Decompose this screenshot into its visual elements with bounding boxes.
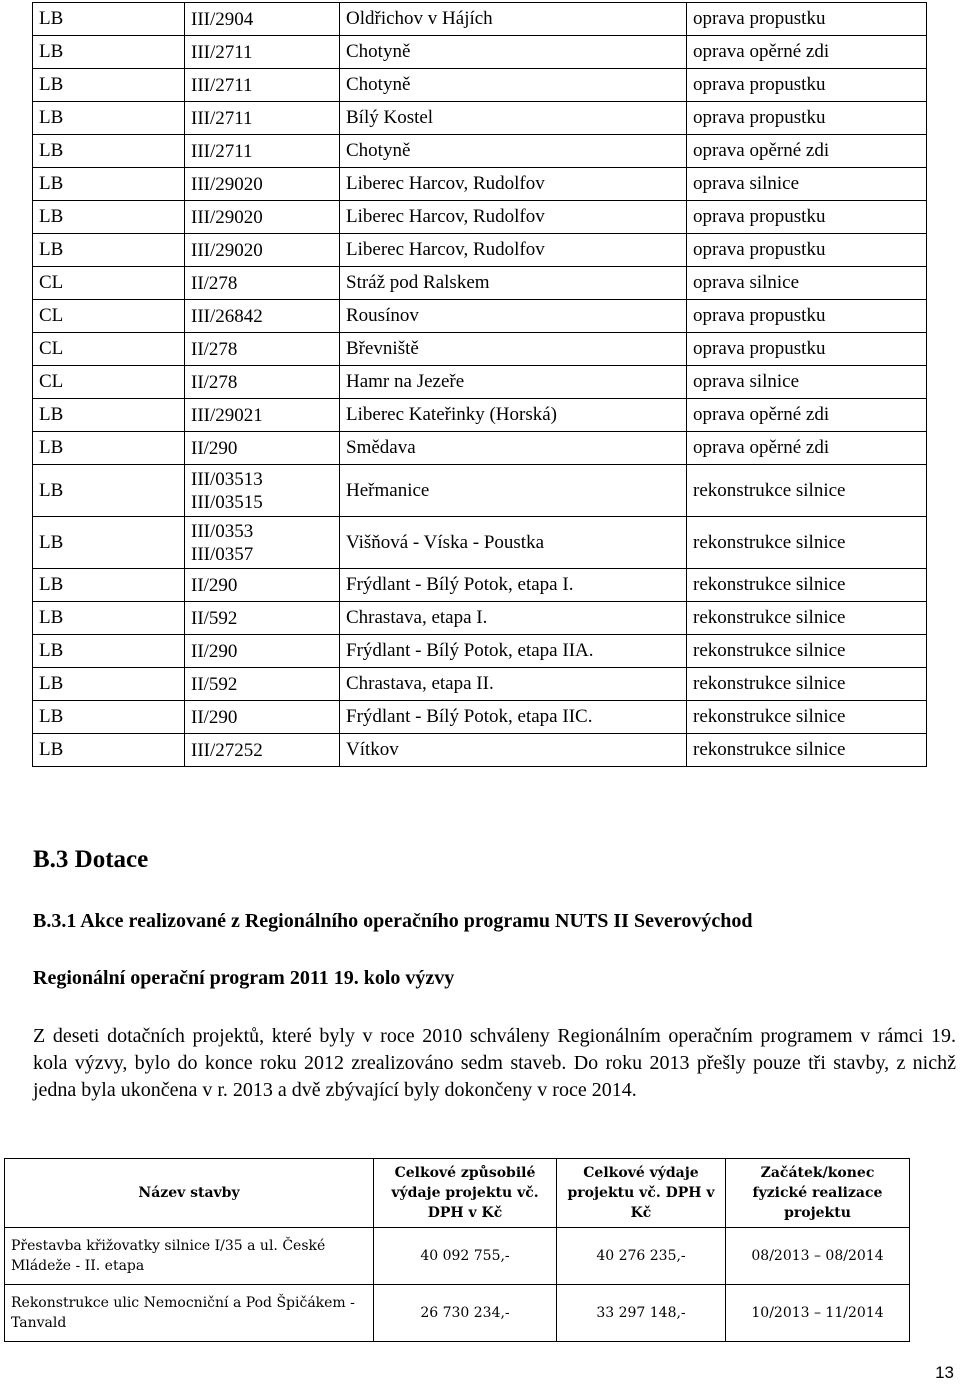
road-row (33, 69, 927, 102)
work-type-cell: oprava opěrné zdi (687, 399, 927, 432)
road-number: III/03515 (191, 491, 263, 513)
road-number: III/03513 (191, 468, 263, 490)
road-row (33, 333, 927, 366)
region-cell: LB (33, 168, 185, 201)
road-number-cell (185, 465, 340, 517)
road-number-cell (185, 734, 340, 767)
region-cell: LB (33, 432, 185, 465)
work-type-cell: oprava opěrné zdi (687, 432, 927, 465)
road-number: II/592 (191, 607, 238, 629)
region-cell: LB (33, 3, 185, 36)
section-heading: B.3 Dotace (33, 846, 149, 873)
road-number-cell (185, 102, 340, 135)
project-name: Rekonstrukce ulic Nemocniční a Pod Špičákem - Tanvald (5, 1285, 374, 1342)
realization-period: 08/2013 – 08/2014 (726, 1228, 910, 1285)
road-number-cell (185, 234, 340, 267)
work-type-cell: oprava propustku (687, 3, 927, 36)
road-number: II/592 (191, 673, 238, 695)
road-row (33, 234, 927, 267)
road-number-cell (185, 300, 340, 333)
place-cell: Frýdlant - Bílý Potok, etapa IIC. (340, 701, 687, 734)
place-cell: Chrastava, etapa I. (340, 602, 687, 635)
region-cell: LB (33, 517, 185, 569)
region-cell: LB (33, 201, 185, 234)
road-number-cell (185, 602, 340, 635)
road-number: III/0357 (191, 543, 254, 565)
place-cell: Heřmanice (340, 465, 687, 517)
road-number-cell (185, 333, 340, 366)
road-row (33, 569, 927, 602)
road-number: III/29020 (191, 206, 263, 228)
road-number: III/0353 (191, 520, 254, 542)
place-cell: Frýdlant - Bílý Potok, etapa IIA. (340, 635, 687, 668)
eligible-costs: 26 730 234,- (374, 1285, 557, 1342)
work-type-cell: rekonstrukce silnice (687, 602, 927, 635)
work-type-cell: oprava propustku (687, 234, 927, 267)
road-number: II/290 (191, 437, 238, 459)
region-cell: LB (33, 69, 185, 102)
road-row (33, 668, 927, 701)
road-row (33, 734, 927, 767)
road-row (33, 366, 927, 399)
road-number-cell (185, 201, 340, 234)
road-row (33, 635, 927, 668)
region-cell: LB (33, 36, 185, 69)
road-row (33, 267, 927, 300)
road-number: III/29020 (191, 173, 263, 195)
road-number-cell (185, 635, 340, 668)
road-number: II/290 (191, 574, 238, 596)
work-type-cell: oprava silnice (687, 168, 927, 201)
place-cell: Liberec Harcov, Rudolfov (340, 201, 687, 234)
region-cell: LB (33, 234, 185, 267)
eligible-costs: 40 092 755,- (374, 1228, 557, 1285)
work-type-cell: oprava opěrné zdi (687, 36, 927, 69)
grant-row (5, 1228, 910, 1285)
region-cell: LB (33, 635, 185, 668)
header-total-costs: Celkové výdaje projektu vč. DPH v Kč (557, 1159, 726, 1228)
header-name: Název stavby (5, 1159, 374, 1228)
total-costs: 33 297 148,- (557, 1285, 726, 1342)
road-row (33, 135, 927, 168)
road-number: III/27252 (191, 739, 263, 761)
place-cell: Chotyně (340, 69, 687, 102)
program-heading: Regionální operační program 2011 19. kolo výzvy (33, 967, 455, 989)
place-cell: Oldřichov v Hájích (340, 3, 687, 36)
work-type-cell: oprava silnice (687, 366, 927, 399)
road-row (33, 201, 927, 234)
work-type-cell: rekonstrukce silnice (687, 635, 927, 668)
work-type-cell: rekonstrukce silnice (687, 668, 927, 701)
region-cell: LB (33, 399, 185, 432)
region-cell: LB (33, 734, 185, 767)
region-cell: CL (33, 366, 185, 399)
grant-row (5, 1285, 910, 1342)
road-row (33, 399, 927, 432)
total-costs: 40 276 235,- (557, 1228, 726, 1285)
work-type-cell: oprava propustku (687, 201, 927, 234)
road-number-cell (185, 399, 340, 432)
place-cell: Chrastava, etapa II. (340, 668, 687, 701)
work-type-cell: oprava opěrné zdi (687, 135, 927, 168)
road-number-cell (185, 432, 340, 465)
work-type-cell: oprava propustku (687, 69, 927, 102)
work-type-cell: oprava propustku (687, 300, 927, 333)
road-row (33, 300, 927, 333)
place-cell: Stráž pod Ralskem (340, 267, 687, 300)
road-row (33, 102, 927, 135)
place-cell: Rousínov (340, 300, 687, 333)
place-cell: Smědava (340, 432, 687, 465)
region-cell: CL (33, 267, 185, 300)
road-number: III/29021 (191, 404, 263, 426)
road-number-cell (185, 668, 340, 701)
place-cell: Liberec Harcov, Rudolfov (340, 234, 687, 267)
work-type-cell: rekonstrukce silnice (687, 701, 927, 734)
header-eligible-costs: Celkové způsobilé výdaje projektu vč. DPH v Kč (374, 1159, 557, 1228)
road-number-cell (185, 3, 340, 36)
road-number: II/290 (191, 640, 238, 662)
region-cell: LB (33, 668, 185, 701)
road-number: III/2904 (191, 8, 254, 30)
place-cell: Liberec Harcov, Rudolfov (340, 168, 687, 201)
road-repairs-table (32, 2, 927, 767)
road-number-cell (185, 701, 340, 734)
road-number-cell (185, 366, 340, 399)
subsection-heading: B.3.1 Akce realizované z Regionálního operačního programu NUTS II Severovýchod (33, 910, 753, 932)
region-cell: CL (33, 333, 185, 366)
grant-projects-table (4, 1158, 910, 1342)
road-number: III/2711 (191, 74, 253, 96)
work-type-cell: oprava propustku (687, 102, 927, 135)
place-cell: Višňová - Víska - Poustka (340, 517, 687, 569)
work-type-cell: oprava propustku (687, 333, 927, 366)
region-cell: LB (33, 569, 185, 602)
road-number-cell (185, 569, 340, 602)
place-cell: Bílý Kostel (340, 102, 687, 135)
road-row (33, 465, 927, 517)
road-number-cell (185, 36, 340, 69)
work-type-cell: rekonstrukce silnice (687, 569, 927, 602)
place-cell: Liberec Kateřinky (Horská) (340, 399, 687, 432)
road-number: III/26842 (191, 305, 263, 327)
place-cell: Chotyně (340, 36, 687, 69)
road-number: III/2711 (191, 41, 253, 63)
road-row (33, 168, 927, 201)
road-row (33, 432, 927, 465)
road-number-cell (185, 517, 340, 569)
work-type-cell: rekonstrukce silnice (687, 517, 927, 569)
page-number: 13 (935, 1363, 954, 1382)
road-row (33, 517, 927, 569)
road-number-cell (185, 69, 340, 102)
section-paragraph: Z deseti dotačních projektů, které byly v roce 2010 schváleny Regionálním operačním programem v rámci 19. kola výzvy, bylo do konce roku 2012 zrealizováno sedm staveb. Do roku 2013 přešly pouze tři stavby, z nichž jedna byla ukončena v r. 2013 a dvě zbývající byly dokončeny v roce 2014. (33, 1025, 956, 1101)
road-number: II/278 (191, 272, 238, 294)
place-cell: Frýdlant - Bílý Potok, etapa I. (340, 569, 687, 602)
header-realization-period: Začátek/konec fyzické realizace projektu (726, 1159, 910, 1228)
road-number-cell (185, 135, 340, 168)
road-number: II/278 (191, 371, 238, 393)
road-number-cell (185, 168, 340, 201)
place-cell: Chotyně (340, 135, 687, 168)
road-number-cell (185, 267, 340, 300)
region-cell: CL (33, 300, 185, 333)
region-cell: LB (33, 135, 185, 168)
project-name: Přestavba křižovatky silnice I/35 a ul. České Mládeže - II. etapa (5, 1228, 374, 1285)
work-type-cell: rekonstrukce silnice (687, 734, 927, 767)
road-number: III/29020 (191, 239, 263, 261)
region-cell: LB (33, 602, 185, 635)
road-row (33, 36, 927, 69)
place-cell: Hamr na Jezeře (340, 366, 687, 399)
realization-period: 10/2013 – 11/2014 (726, 1285, 910, 1342)
road-row (33, 701, 927, 734)
region-cell: LB (33, 701, 185, 734)
region-cell: LB (33, 465, 185, 517)
place-cell: Vítkov (340, 734, 687, 767)
work-type-cell: oprava silnice (687, 267, 927, 300)
road-number: III/2711 (191, 140, 253, 162)
place-cell: Břevniště (340, 333, 687, 366)
work-type-cell: rekonstrukce silnice (687, 465, 927, 517)
road-number: II/278 (191, 338, 238, 360)
region-cell: LB (33, 102, 185, 135)
road-row (33, 3, 927, 36)
road-number: II/290 (191, 706, 238, 728)
road-row (33, 602, 927, 635)
road-number: III/2711 (191, 107, 253, 129)
